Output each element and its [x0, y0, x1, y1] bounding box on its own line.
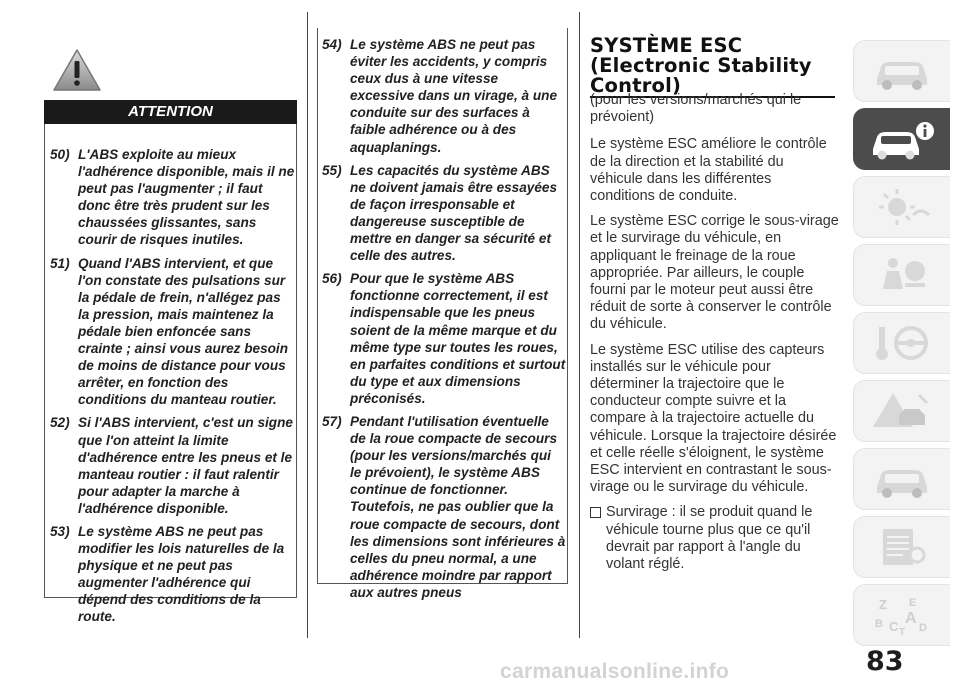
tab-car-info[interactable] — [853, 108, 950, 170]
index-icon — [869, 593, 935, 637]
section-body — [590, 92, 840, 581]
warning-lights-icon — [869, 185, 935, 229]
warning-item — [50, 255, 295, 409]
warning-item — [50, 146, 295, 249]
warning-text: Le système ABS ne peut pas modifier les lois naturelles de la physique et ne peut pas augmenter l'adhérence qui dépend des conditions de la route. — [78, 523, 285, 625]
paragraph: Le système ESC utilise des capteurs installés sur le véhicule pour déterminer la trajectoire que le conducteur compte suivre et la compare à la trajectoire actuelle du véhicule. Lorsque la trajectoire désirée et celle réelle s'éloignent, le système ESC intervient en contrastant le sous-virage ou le survirage du véhicule. — [590, 341, 837, 496]
airbag-icon — [869, 253, 935, 297]
warning-text: Le système ABS ne peut pas éviter les accidents, y compris ceux dus à une vitesse excessive dans un virage, à une conduite sur des surfaces à faible adhérence ou à des aquaplanings. — [350, 37, 558, 155]
car-icon — [869, 49, 935, 93]
warning-item — [50, 414, 295, 517]
warning-heading: ATTENTION — [44, 100, 297, 124]
emergency-icon — [869, 389, 935, 433]
warning-number: 57) — [322, 413, 342, 429]
warning-item — [322, 270, 566, 407]
tab-car-maintenance[interactable] — [853, 448, 950, 510]
warning-number: 52) — [50, 415, 70, 431]
section-title-line: Control) — [590, 74, 682, 97]
index-letter: C — [889, 619, 899, 634]
warning-text: Pour que le système ABS fonctionne correctement, il est indispensable que les pneus soient de la même marque et du même type sur toutes les roues, en parfaites conditions et surtout du type et aux dimensions préconisés. — [350, 271, 566, 406]
tab-specs[interactable] — [853, 516, 950, 578]
section-title-line: SYSTÈME ESC — [590, 34, 743, 57]
warning-number: 53) — [50, 523, 70, 539]
warning-item — [322, 413, 566, 601]
index-letter: Z — [879, 597, 887, 612]
warning-number: 54) — [322, 37, 342, 52]
index-letter: D — [919, 622, 927, 634]
specs-icon — [869, 525, 935, 569]
warning-text: Pendant l'utilisation éventuelle de la roue compacte de secours (pour les versions/marchés qui le prévoient), le système ABS continue de fonctionner. Toutefois, ne pas oublier que la roue compacte de secours, dont les dimensions sont inférieures à celles du pneu normal, a une adhérence moindre par rapport aux autres pneus — [350, 413, 566, 600]
warning-text: Quand l'ABS intervient, et que l'on constate des pulsations sur la pédale de frein, n'allégez pas la pression, mais maintenez la pédale bien enfoncée sans crainte ; ainsi vous aurez besoin de moins de distance pour vous arrêter, en fonction des conditions du manteau routier. — [78, 255, 289, 408]
section-title-line: (Electronic Stability — [590, 54, 812, 77]
warning-text: Les capacités du système ABS ne doivent jamais être essayées de façon irresponsable et dangereuse susceptible de mettre en danger sa sécurité et celle des autres. — [350, 162, 558, 264]
warning-triangle-icon — [52, 48, 102, 92]
warning-item — [50, 523, 295, 626]
paragraph: Le système ESC corrige le sous-virage et le survirage du véhicule, en appliquant le freinage de la roue appropriée. Par ailleurs, le couple fourni par le moteur peut aussi être réduit de sorte à conserver le contrôle du véhicule. — [590, 213, 839, 333]
car-info-icon — [869, 117, 935, 161]
index-letter: E — [909, 597, 917, 609]
tab-warning-lights[interactable] — [853, 176, 950, 238]
bullet-text: Survirage : il se produit quand le véhicule tourne plus que ce qu'il devrait par rapport à l'angle du volant réglé. — [606, 504, 813, 573]
checkbox-bullet-icon — [590, 507, 601, 518]
column-divider-2 — [579, 12, 580, 638]
index-letter: A — [905, 610, 917, 627]
tab-airbag[interactable] — [853, 244, 950, 306]
paragraph: Le système ESC améliore le contrôle de la direction et la stabilité du véhicule dans les différentes conditions de conduite. — [590, 136, 827, 205]
warning-number: 50) — [50, 147, 70, 162]
warning-number: 51) — [50, 255, 70, 271]
tab-car[interactable] — [853, 40, 950, 102]
tab-index[interactable] — [853, 584, 950, 646]
watermark: carmanualsonline.info — [500, 660, 730, 683]
car-maintenance-icon — [869, 457, 935, 501]
warning-list-2 — [322, 36, 566, 607]
steering-key-icon — [869, 321, 935, 365]
tab-emergency[interactable] — [853, 380, 950, 442]
section-title — [590, 36, 835, 98]
bullet-item — [590, 504, 840, 573]
chapter-tabs — [853, 40, 960, 652]
warning-item — [322, 36, 566, 156]
tab-steering-key[interactable] — [853, 312, 950, 374]
warning-text: Si l'ABS intervient, c'est un signe que l'on atteint la limite d'adhérence entre les pneus et le manteau routier : il faut ralentir pour adapter la marche à l'adhérence disponible. — [78, 415, 293, 516]
index-letter: T — [899, 627, 906, 637]
warning-text: L'ABS exploite au mieux l'adhérence disponible, mais il ne peut pas l'augmenter ; il faut donc être très prudent sur les chaussées glissantes, sans courir de risques inutiles. — [78, 147, 295, 248]
column-divider-1 — [307, 12, 308, 638]
section-subtitle: (pour les versions/marchés qui le prévoient) — [590, 92, 802, 126]
page-number: 83 — [866, 646, 904, 677]
warning-list-1 — [50, 146, 295, 632]
index-letter: B — [875, 618, 883, 630]
warning-number: 55) — [322, 162, 342, 178]
warning-number: 56) — [322, 271, 342, 287]
warning-item — [322, 162, 566, 265]
